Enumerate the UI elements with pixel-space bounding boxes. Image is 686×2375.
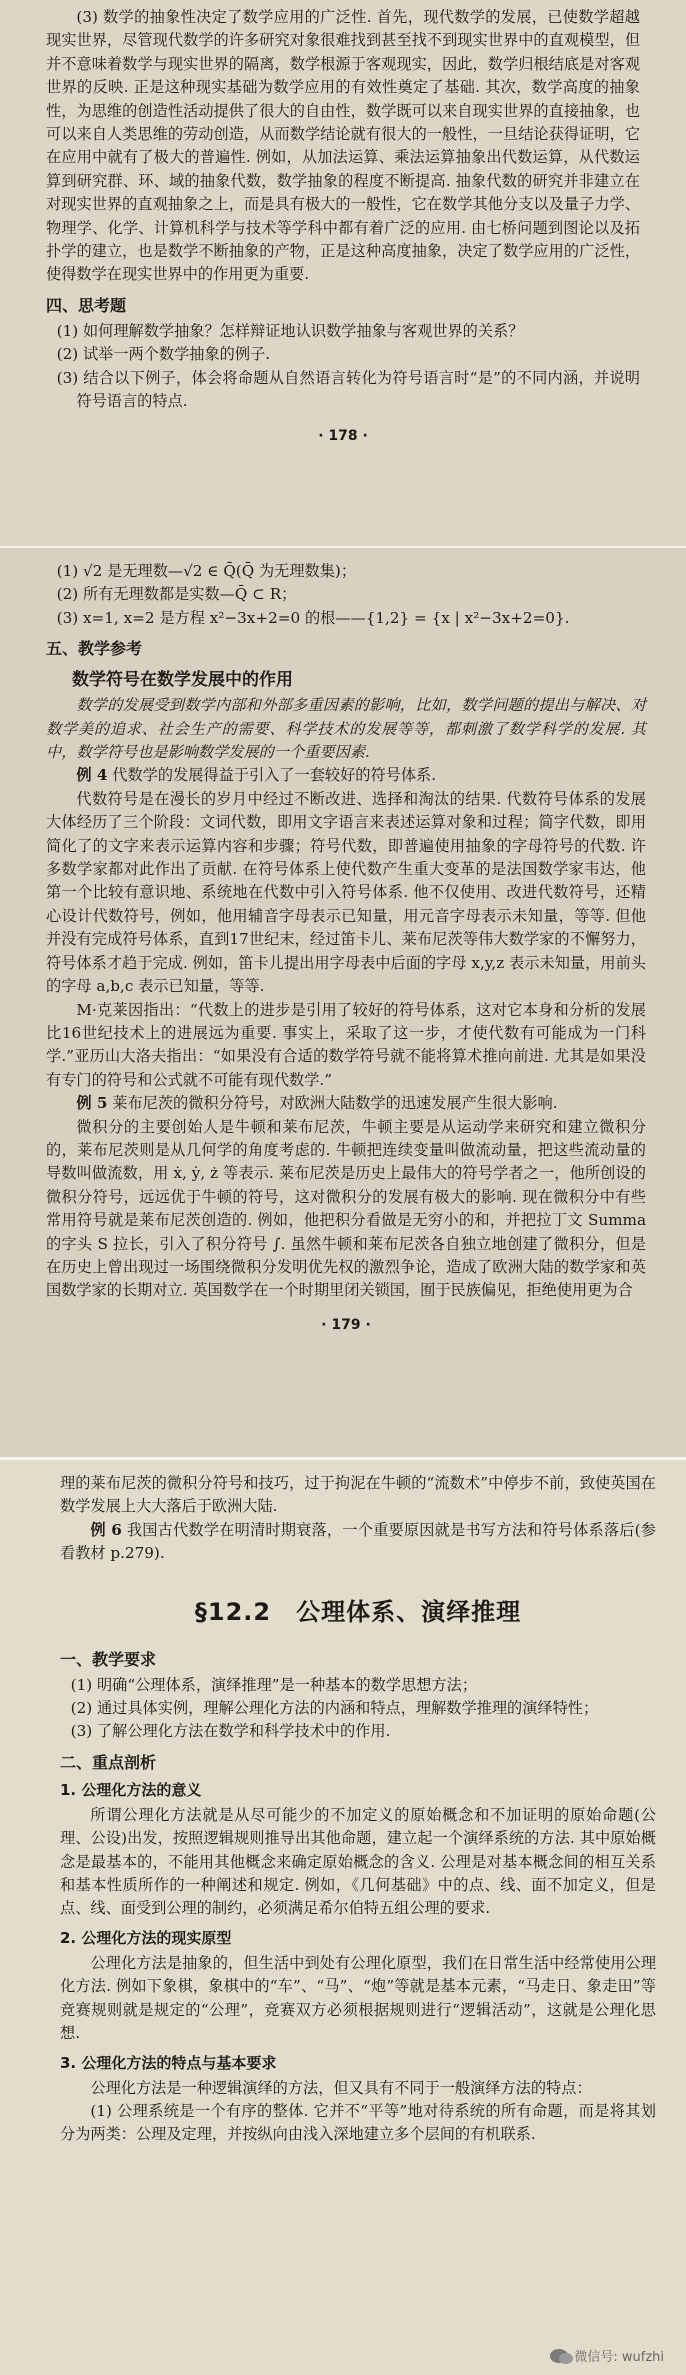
page-178 [0,0,686,548]
example-label: 例 4 [76,766,108,785]
symbol-item: (3) x=1, x=2 是方程 x²−3x+2=0 的根——{1,2} = {x | x²−3x+2=0}. [56,608,570,627]
paragraph-klein-quote: M·克莱因指出：“代数上的进步是引用了较好的符号体系，这对它本身和分析的发展比16世纪技术上的进展远为重要. 事实上，采取了这一步，才使代数有可能成为一门科学.”亚历山大洛夫指出：“如果没有合适的数学符号就不能将算术推向前进. 尤其是如果没有专门的符号和公式就不可能有现代数学.” [46,1000,646,1089]
page-number: · 178 · [318,427,368,444]
section-heading-requirements: 一、教学要求 [60,1649,157,1669]
symbol-item: (2) 所有无理数都是实数—Q̄ ⊂ R； [56,585,297,604]
paragraph-algebra-symbols: 代数符号是在漫长的岁月中经过不断改进、选择和淘汰的结果. 代数符号体系的发展大体经历了三个阶段：文词代数，即用文字语言来表述运算对象和过程；简字代数，即用简化了的文字来表示运算内容和步骤；符号代数，即普遍使用抽象的字母符号的代数. 许多数学家都对此作出了贡献. 在符号体系上使代数产生重大变革的是法国数学家韦达，他第一个比较有意识地、系统地在代数中引入符号体系. 他不仅使用、改进代数符号，还精心设计代数符号，例如，他用辅音字母表示已知量，用元音字母表示未知量，等等. 但他并没有完成符号体系，直到17世纪末，经过笛卡儿、莱布尼茨等伟大数学家的不懈努力，符号体系才趋于完成. 例如，笛卡儿提出用字母表中后面的字母 x,y,z 表示未知量，用前头的字母 a,b,c 表示已知量，等等. [46,789,646,996]
example-statement: 代数学的发展得益于引入了一套较好的符号体系. [112,766,437,785]
subheading: 3. 公理化方法的特点与基本要求 [60,2053,277,2072]
subheading: 2. 公理化方法的现实原型 [60,1928,232,1947]
paragraph-abstraction-application: (3) 数学的抽象性决定了数学应用的广泛性. 首先，现代数学的发展，已使数学超越现实世界，尽管现代数学的许多研究对象很难找到甚至找不到现实世界中的直观模型，但并不意味着数学与现实世界的隔离，数学根源于客观现实，因此，数学归根结底是对客观世界的反映. 正是这种现实基础为数学应用的有效性奠定了基础. 其次，数学高度的抽象性，为思维的创造性活动提供了很大的自由性，数学既可以来自现实世界的直接抽象，也可以来自人类思维的劳动创造，从而数学结论就有很大的一般性，一旦结论获得证明，它在应用中就有了极大的普遍性. 例如，从加法运算、乘法运算抽象出代数运算，从代数运算到研究群、环、域的抽象代数，数学抽象的程度不断提高. 抽象代数的研究并非建立在对现实世界的直观抽象之上，而是具有极大的一般性，它在数学其他分支以及量子力学、物理学、化学、计算机科学与技术等学科中都有着广泛的应用. 由七桥问题到图论以及拓扑学的建立，也是数学不断抽象的产物，正是这种高度抽象，决定了数学应用的广泛性，使得数学在现实世界中的作用更为重要. [46,8,640,284]
symbol-item: (1) √2 是无理数—√2 ∈ Q̄(Q̄ 为无理数集)； [56,562,357,580]
watermark-text: 微信号: wufzhi [574,2350,664,2365]
paragraph-continued: 理的莱布尼茨的微积分符号和技巧，过于拘泥在牛顿的“流数术”中停步不前，致使英国在数学发展上大大落后于欧洲大陆. [60,1474,656,1516]
topic-title: 数学符号在数学发展中的作用 [72,670,293,691]
requirement-item: (1) 明确“公理体系，演绎推理”是一种基本的数学思想方法； [70,1675,478,1694]
example-label: 例 5 [76,1094,108,1113]
example-label: 例 6 [90,1520,122,1539]
requirement-item: (3) 了解公理化方法在数学和科学技术中的作用. [70,1722,391,1741]
requirement-item: (2) 通过具体实例，理解公理化方法的内涵和特点，理解数学推理的演绎特性； [70,1699,599,1718]
example-statement: 莱布尼茨的微积分符号，对欧洲大陆数学的迅速发展产生很大影响. [112,1094,558,1113]
paragraph-axiom-prototype: 公理化方法是抽象的，但生活中到处有公理化原型，我们在日常生活中经常使用公理化方法. 例如下象棋，象棋中的“车”、“马”、“炮”等就是基本元素，“马走日、象走田”等竞赛规则就是规定的“公理”，竞赛双方必须根据规则进行“逻辑活动”，这就是公理化思想. [60,1953,656,2043]
paragraph-axiom-meaning: 所谓公理化方法就是从尽可能少的不加定义的原始概念和不加证明的原始命题(公理、公设)出发，按照逻辑规则推导出其他命题，建立起一个演绎系统的方法. 其中原始概念是最基本的，不能用其他概念来确定原始概念的含义. 公理是对基本概念间的相互关系和基本性质所作的一种阐述和规定. 例如，《几何基础》中的点、线、面不加定义，但是点、线、面受到公理的制约，必须满足希尔伯特五组公理的要求. [60,1805,656,1918]
page-179 [0,548,686,1460]
question-item: (3) 结合以下例子，体会将命题从自然语言转化为符号语言时“是”的不同内涵，并说明符号语言的特点. [56,368,640,411]
paragraph-axiom-features: 公理化方法是一种逻辑演绎的方法，但又具有不同于一般演绎方法的特点： [90,2078,592,2097]
section-heading-analysis: 二、重点剖析 [60,1752,157,1772]
wechat-icon [550,2349,568,2363]
section-heading-reference: 五、教学参考 [46,639,143,659]
question-item: (2) 试举一两个数学抽象的例子. [56,345,271,364]
watermark [550,2346,664,2365]
question-item: (1) 如何理解数学抽象？怎样辩证地认识数学抽象与客观世界的关系？ [56,321,524,340]
page-number: · 179 · [321,1316,371,1333]
subheading: 1. 公理化方法的意义 [60,1780,202,1799]
paragraph-calculus: 微积分的主要创始人是牛顿和莱布尼茨，牛顿主要是从运动学来研究和建立微积分的，莱布尼茨则是从几何学的角度考虑的. 牛顿把连续变量叫做流动量，把这些流动量的导数叫做流数，用 ẋ, ẏ, ż 等表示. 莱布尼茨是历史上最伟大的符号学者之一，他所创设的微积分符号，远远优于牛顿的符号，这对微积分的发展有极大的影响. 现在微积分中有些常用符号就是莱布尼茨创造的. 例如，他把积分看做是无穷小的和，并把拉丁文 Summa 的字头 S 拉长，引入了积分符号 ∫. 虽然牛顿和莱布尼茨各自独立地创建了微积分，但是在历史上曾出现过一场围绕微积分发明优先权的激烈争论，造成了欧洲大陆的数学家和英国数学家的长期对立. 英国数学在一个时期里闭关锁国，囿于民族偏见，拒绝使用更为合 [46,1117,646,1300]
feature-item: (1) 公理系统是一个有序的整体. 它并不“平等”地对待系统的所有命题，而是将其划分为两类：公理及定理，并按纵向由浅入深地建立多个层间的有机联系. [60,2101,656,2144]
example-statement: 我国古代数学在明清时期衰落，一个重要原因就是书写方法和符号体系落后(参看教材 p.279). [60,1520,656,1563]
page-180 [0,1460,686,2375]
topic-intro: 数学的发展受到数学内部和外部多重因素的影响，比如，数学问题的提出与解决、对数学美的追求、社会生产的需要、科学技术的发展等等，都刺激了数学科学的发展. 其中，数学符号也是影响数学发展的一个重要因素. [46,696,646,762]
section-heading-think: 四、思考题 [46,295,127,315]
chapter-title: §12.2 公理体系、演绎推理 [194,1597,522,1626]
